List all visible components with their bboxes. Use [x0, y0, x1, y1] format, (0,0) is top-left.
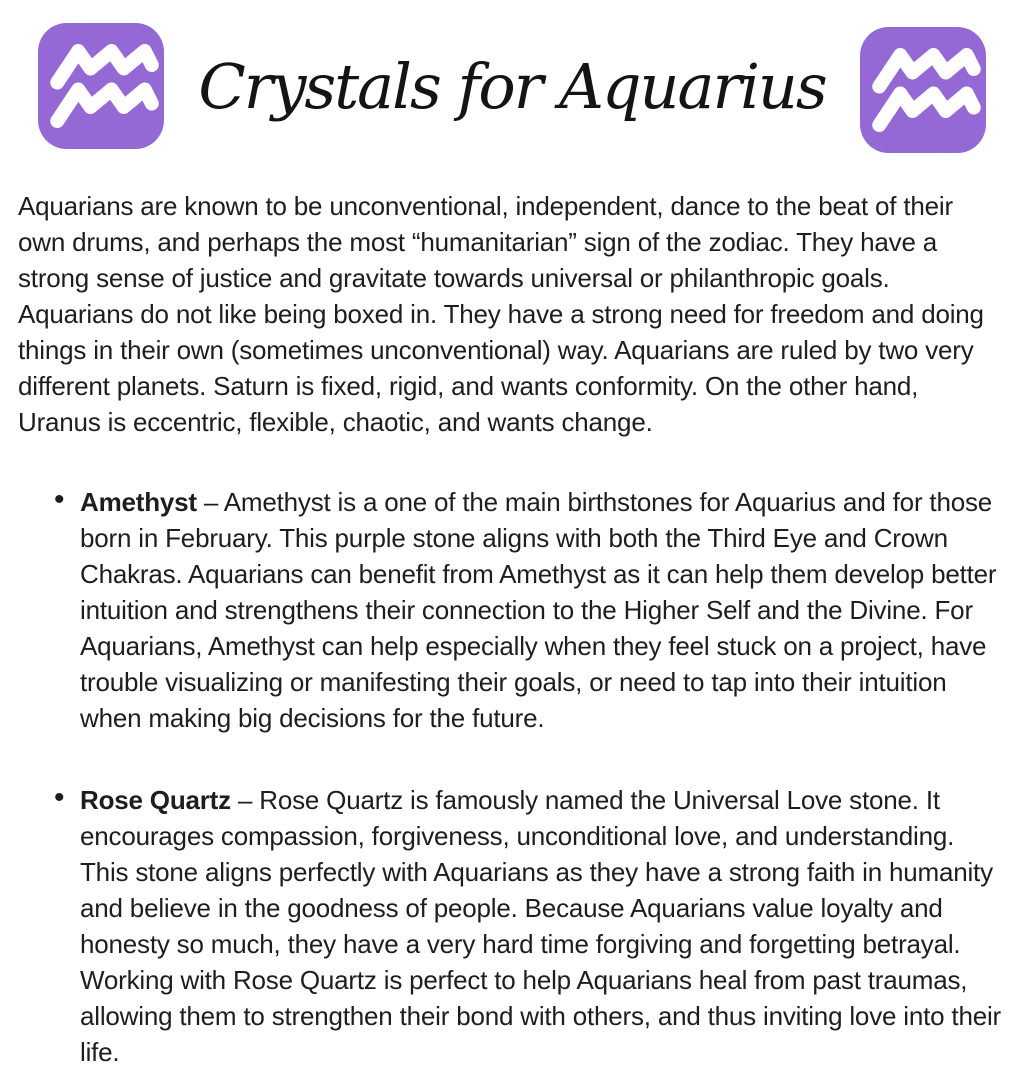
aquarius-icon [860, 27, 986, 153]
crystal-list [18, 484, 1006, 1070]
page-title: Crystals for Aquarius [198, 49, 826, 123]
list-item-amethyst [80, 484, 1006, 736]
crystal-name: Rose Quartz [80, 785, 231, 815]
content [0, 156, 1024, 1070]
aquarius-icon [38, 23, 164, 149]
intro-paragraph: Aquarians are known to be unconventional, independent, dance to the beat of their own drums, and perhaps the most “humanitarian” sign of the zodiac. They have a strong sense of justice and gravitate towards universal or philanthropic goals. Aquarians do not like being boxed in. They have a strong need for freedom and doing things in their own (sometimes unconventional) way. Aquarians are ruled by two very different planets. Saturn is fixed, rigid, and wants conformity. On the other hand, Uranus is eccentric, flexible, chaotic, and wants change. [18, 191, 984, 437]
separator-dash: – [196, 487, 224, 517]
list-item-rose-quartz [80, 782, 1006, 1070]
header [0, 0, 1024, 156]
separator-dash: – [230, 785, 260, 815]
crystal-description: Amethyst is a one of the main birthstones for Aquarius and for those born in February. This purple stone aligns with both the Third Eye and Crown Chakras. Aquarians can benefit from Amethyst as it can help them develop better intuition and strengthens their connection to the Higher Self and the Divine. For Aquarians, Amethyst can help especially when they feel stuck on a project, have trouble visualizing or manifesting their goals, or need to tap into their intuition when making big decisions for the future. [80, 487, 997, 733]
crystal-name: Amethyst [80, 487, 197, 517]
crystal-description: Rose Quartz is famously named the Universal Love stone. It encourages compassion, forgiveness, unconditional love, and understanding. This stone aligns perfectly with Aquarians as they have a strong faith in humanity and believe in the goodness of people. Because Aquarians value loyalty and honesty so much, they have a very hard time forgiving and forgetting betrayal. Working with Rose Quartz is perfect to help Aquarians heal from past traumas, allowing them to strengthen their bond with others, and thus inviting love into their life. [80, 785, 1001, 1067]
